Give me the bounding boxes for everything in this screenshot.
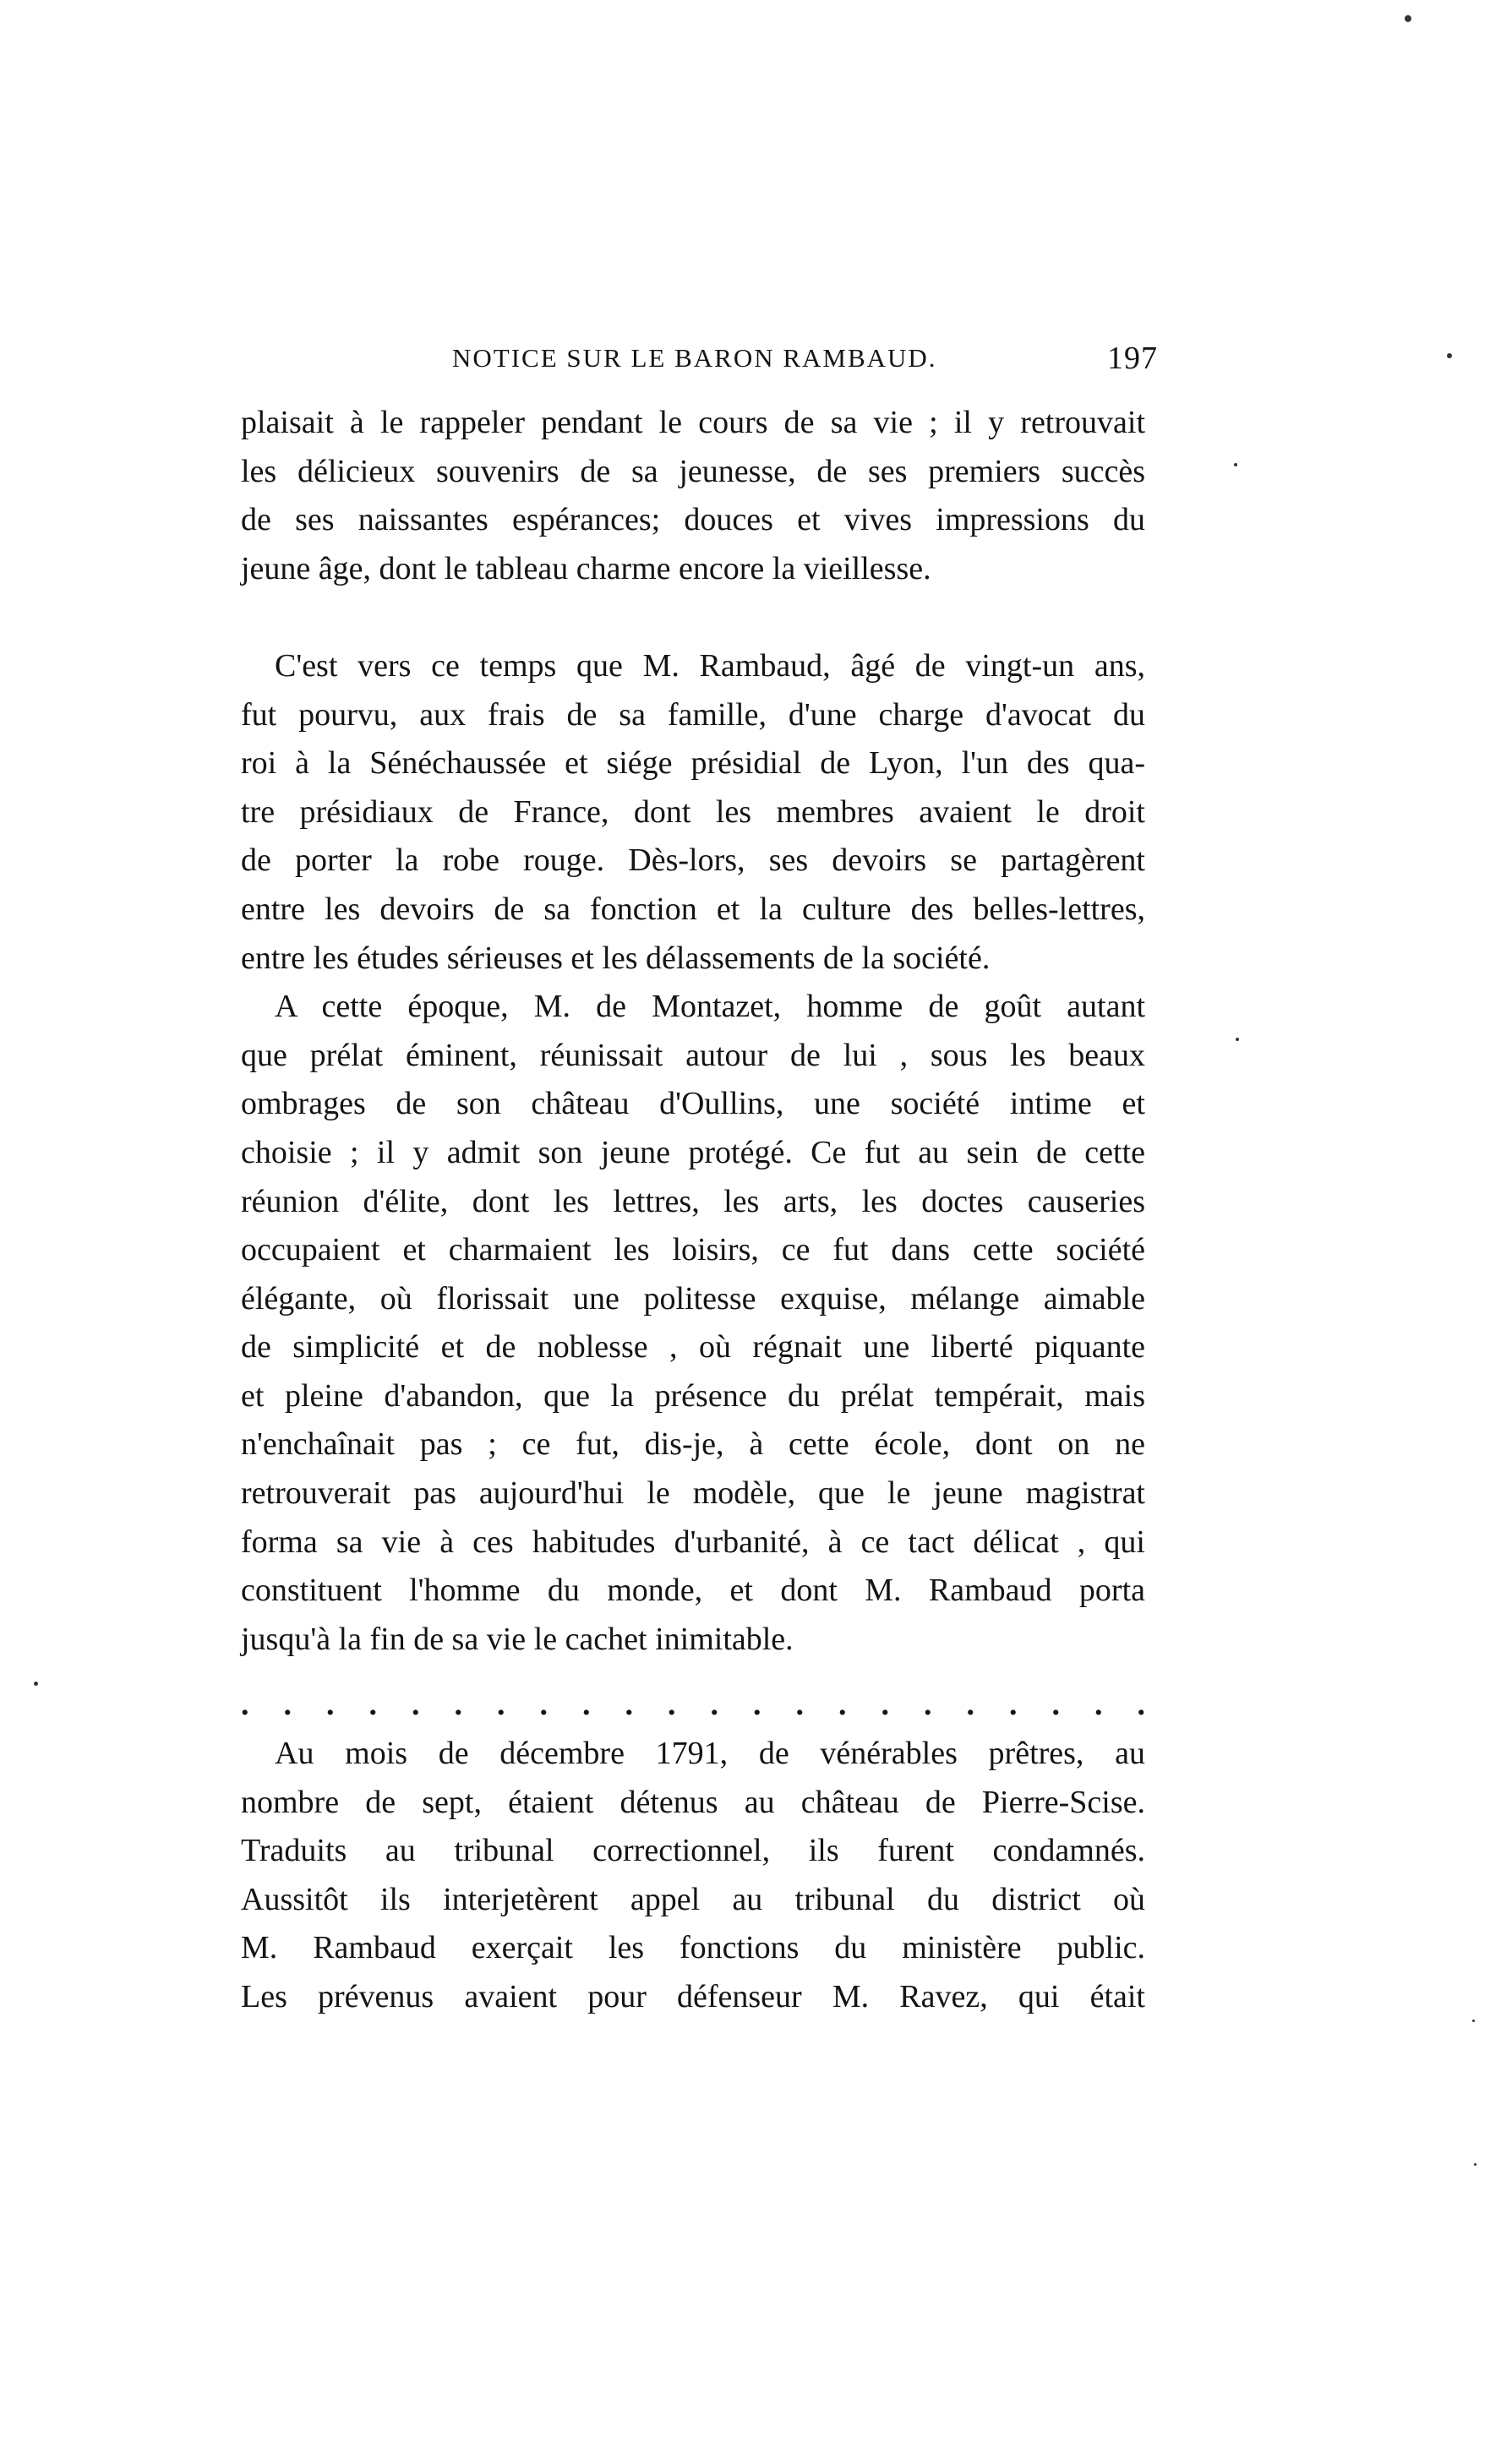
text-line: occupaient et charmaient les loisirs, ce fut dans cette société [241,1232,1145,1268]
running-head [241,340,1158,382]
text-block [241,399,1145,2022]
scan-speck [1474,2163,1476,2166]
text-line: roi à la Sénéchaussée et siége présidial de Lyon, l'un des qua- [241,745,1145,782]
text-line: n'enchaînait pas ; ce fut, dis-je, à cette école, dont on ne [241,1426,1145,1463]
paragraph-3 [241,983,1145,1664]
text-line: Au mois de décembre 1791, de vénérables prêtres, au [275,1736,1145,1772]
text-line: de simplicité et de noblesse , où régnait une liberté piquante [241,1329,1145,1366]
page-number: 197 [1107,341,1158,376]
text-line: nombre de sept, étaient détenus au château de Pierre-Scise. [241,1784,1145,1820]
text-line: tre présidiaux de France, dont les membres avaient le droit [241,793,1145,830]
text-line: constituent l'homme du monde, et dont M. Rambaud porta [241,1573,1145,1609]
text-line: retrouverait pas aujourd'hui le modèle, que le jeune magistrat [241,1475,1145,1512]
text-line: et pleine d'abandon, que la présence du prélat tempérait, mais [241,1377,1145,1414]
text-line: réunion d'élite, dont les lettres, les arts, les doctes causeries [241,1183,1145,1219]
scan-speck [1236,1038,1239,1041]
ellipsis-line: . . . . . . . . . . . . . . . . . . . . . . [241,1687,1145,1723]
text-line: jeune âge, dont le tableau charme encore la vieillesse. [241,550,931,586]
text-line: jusqu'à la fin de sa vie le cachet inimitable. [241,1621,794,1657]
text-line: entre les études sérieuses et les délassements de la société. [241,940,991,976]
paragraph-1 [241,399,1145,593]
scan-speck [1447,353,1452,358]
text-line: C'est vers ce temps que M. Rambaud, âgé de vingt-un ans, [275,647,1145,684]
text-line: fut pourvu, aux frais de sa famille, d'une charge d'avocat du [241,696,1145,733]
paragraph-2 [241,642,1145,983]
running-title: NOTICE SUR LE BARON RAMBAUD. [452,343,937,373]
text-line: A cette époque, M. de Montazet, homme de goût autant [275,989,1145,1025]
paragraph-4 [241,1730,1145,2022]
text-line: élégante, où florissait une politesse exquise, mélange aimable [241,1280,1145,1316]
scan-speck [1234,463,1237,466]
text-line: choisie ; il y admit son jeune protégé. Ce fut au sein de cette [241,1134,1145,1170]
text-line: que prélat éminent, réunissait autour de lui , sous les beaux [241,1037,1145,1073]
text-line: de ses naissantes espérances; douces et vives impressions du [241,502,1145,538]
text-line: les délicieux souvenirs de sa jeunesse, de ses premiers succès [241,453,1145,489]
text-line: forma sa vie à ces habitudes d'urbanité, à ce tact délicat , qui [241,1524,1145,1560]
text-line: Aussitôt ils interjetèrent appel au tribunal du district où [241,1881,1145,1917]
text-line: Les prévenus avaient pour défenseur M. Ravez, qui était [241,1979,1145,2014]
text-line: ombrages de son château d'Oullins, une société intime et [241,1086,1145,1122]
ellipsis-gap [241,1664,1145,1681]
text-line: plaisait à le rappeler pendant le cours de sa vie ; il y retrouvait [241,405,1145,440]
scan-speck [34,1682,38,1686]
text-line: de porter la robe rouge. Dès-lors, ses devoirs se partagèrent [241,842,1145,879]
scan-speck [1472,2020,1475,2022]
scan-speck [1405,15,1411,22]
text-line: M. Rambaud exerçait les fonctions du ministère public. [241,1930,1145,1966]
paragraph-gap [241,593,1145,642]
text-line: Traduits au tribunal correctionnel, ils furent condamnés. [241,1833,1145,1869]
text-line: entre les devoirs de sa fonction et la culture des belles-lettres, [241,891,1145,927]
